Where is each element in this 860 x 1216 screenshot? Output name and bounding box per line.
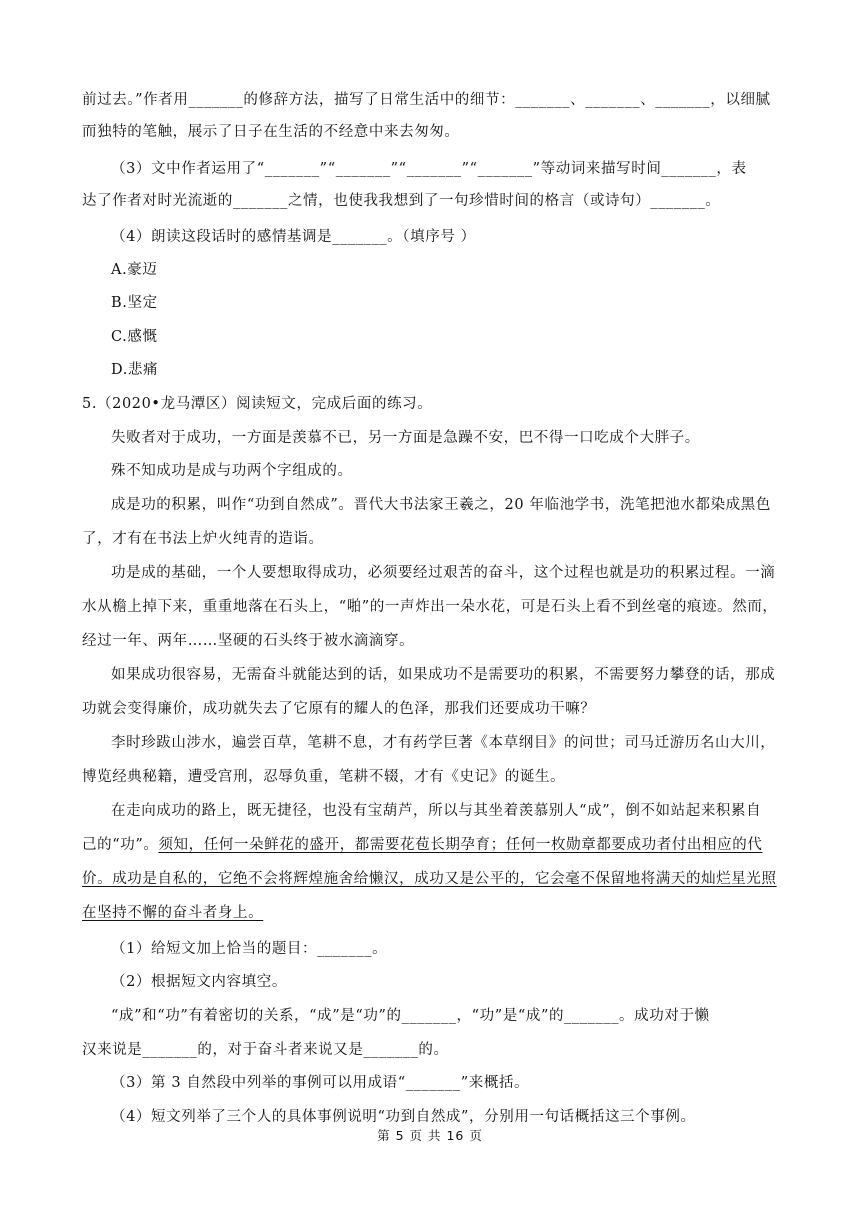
underlined-line: 在坚持不懈的奋斗者身上。 [82,905,264,921]
paragraph-line: 如果成功很容易，无需奋斗就能达到的话，如果成功不是需要功的积累，不需要努力攀登的话，那成 [111,667,776,683]
paragraph-line: 李时珍跋山涉水，遍尝百草，笔耕不息，才有药学巨著《本草纲目》的问世；司马迁游历名山大川， [111,735,776,751]
underlined-line: 价。成功是自私的，它绝不会将辉煌施舍给懒汉，成功又是公平的，它会毫不保留地将满天的灿烂星光照 [82,871,777,887]
text-line: “成”和“功”有着密切的关系，“成”是“功”的_______，“功”是“成”的_______。成功对于懒 [111,1008,710,1024]
paragraph-line: 功就会变得廉价，成功就失去了它原有的耀人的色泽，那我们还要成功干嘛？ [82,701,596,717]
paragraph-line: 殊不知成功是成与功两个字组成的。 [111,463,353,479]
option-d: D.悲痛 [111,362,159,378]
text-line: 而独特的笔触，展示了日子在生活的不经意中来去匆匆。 [82,124,460,140]
option-c: C.感慨 [111,329,158,345]
option-a: A.豪迈 [111,262,158,278]
paragraph-line: 博览经典秘籍，遭受宫刑，忍辱负重，笔耕不辍，才有《史记》的诞生。 [82,769,566,785]
section-5-heading: 5.（2020•龙马潭区）阅读短文，完成后面的练习。 [82,396,433,412]
question-1: （1）给短文加上恰当的题目：_______。 [111,941,388,957]
option-b: B.坚定 [111,295,158,311]
paragraph-line: 失败者对于成功，一方面是羡慕不已，另一方面是急躁不安，巴不得一口吃成个大胖子。 [111,430,700,446]
paragraph-line [82,835,782,855]
question-2: （2）根据短文内容填空。 [111,974,287,990]
question-3: （3）第 3 自然段中列举的事例可以用成语“_______”来概括。 [111,1075,530,1091]
paragraph-line: 在走向成功的路上，既无捷径，也没有宝葫芦，所以与其坐着羡慕别人“成”，倒不如站起来积累自 [111,803,762,819]
text-line: 汉来说是_______的，对于奋斗者来说又是_______的。 [82,1042,449,1058]
paragraph-line: 了，才有在书法上炉火纯青的造诣。 [82,531,324,547]
text-line: 达了作者对时光流逝的_______之情，也使我我想到了一句珍惜时间的格言（或诗句）_______。 [82,193,721,209]
question-4: （4）朗读这段话时的感情基调是_______。（填序号 ） [111,229,476,245]
plain-text: 己的“功”。 [82,837,159,853]
paragraph-line: 经过一年、两年……坚硬的石头终于被水滴滴穿。 [82,633,415,649]
paragraph-line: 成是功的积累，叫作“功到自然成”。晋代大书法家王羲之，20 年临池学书，洗笔把池水都染成黑色 [111,497,771,513]
underlined-text: 须知，任何一朵鲜花的盛开，都需要花苞长期孕育；任何一枚勋章都要成功者付出相应的代 [158,837,763,853]
paragraph-line: 功是成的基础，一个人要想取得成功，必须要经过艰苦的奋斗，这个过程也就是功的积累过程。一滴 [111,565,776,581]
question-4: （4）短文列举了三个人的具体事例说明“功到自然成”，分别用一句话概括这三个事例。 [111,1109,696,1125]
page-footer: 第 5 页 共 16 页 [377,1128,483,1143]
text-line: 前过去。”作者用_______的修辞方法，描写了日常生活中的细节：_______、_______、_______，以细腻 [82,92,771,108]
question-3: （3）文中作者运用了“_______”“_______”“_______”“_______”等动词来描写时间_______，表 [111,161,747,177]
paragraph-line: 水从檐上掉下来，重重地落在石头上，“啪”的一声炸出一朵水花，可是石头上看不到丝毫的痕迹。然而， [82,599,778,615]
